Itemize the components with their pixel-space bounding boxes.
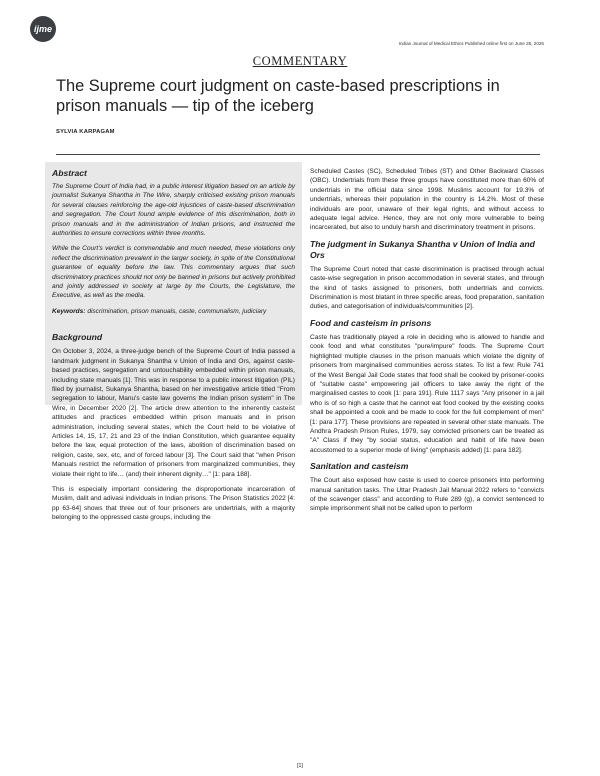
journal-header-line: Indian Journal of Medical Ethics Published online first on June 26, 2025 (398, 41, 544, 46)
author-name: SYLVIA KARPAGAM (56, 129, 115, 135)
header-divider (56, 154, 540, 155)
abstract-section (52, 168, 295, 316)
food-heading: Food and casteism in prisons (310, 317, 432, 328)
judgment-heading: The judgment in Sukanya Shantha v Union of India and Ors (310, 238, 535, 260)
abstract-paragraph-1: The Supreme Court of India had, in a public interest litigation based on an article by journalist Sukanya Shantha in The Wire, sharply criticised existing prison manuals for several clauses reinforcing the age-old injustices of caste-based discrimination and segregation. The Court found ample evidence of this discrimination, both in prison manuals and in the administration of Indian prisons, and instructed the authorities to ensure corrections within three months. (52, 183, 295, 238)
continued-paragraph: Scheduled Castes (SC), Scheduled Tribes (ST) and Other Backward Classes (OBC). Undertrials from these three groups have constituted more than 60% of undertrials in the official data since 1998. Muslims account for 19.3% of undertrials, whereas their population in the country is 14.2%. Most of these individuals are poor, unaware of their legal rights, and without access to adequate legal advice. Hence, they are not only more vulnerable to being incarcerated, but also to unduly harsh and discriminatory treatment in prisons. (310, 168, 544, 232)
abstract-paragraph-2: While the Court's verdict is commendable and much needed, these violations only reflect the discrimination prevalent in the larger society, in spite of the Constitutional guarantee of equality before the law. This commentary argues that such discriminatory practices should not only be banned in prisons but actively prohibited and jointly addressed in society at large by the Courts, the Legislature, the Executive, as well as the media. (52, 245, 295, 300)
sanitation-paragraph: The Court also exposed how caste is used to coerce prisoners into performing manual sanitation tasks. The Uttar Pradesh Jail Manual 2022 refers to "convicts of the scavenger class" and according to Rule 289 (g), a convict sentenced to simple imprisonment shall not be called upon to perform (310, 477, 544, 513)
journal-logo: ijme (30, 16, 56, 42)
background-paragraph-2: This is especially important considering the disproportionate incarceration of Muslim, dalit and adivasi individuals in Indian prisons. The Prison Statistics 2022 [4: pp 63-64] shows that three out of four prisoners are undertrials, with a majority belonging to the oppressed caste groups, including the (52, 485, 295, 522)
food-paragraph: Caste has traditionally played a role in deciding who is allowed to handle and cook food and what constitutes "pure/impure" foods. The Supreme Court highlighted multiple clauses in the prison manuals which violate the dignity of prisoners from marginalised communities across states. To list a few: Rule 741 of the West Bengal Jail Code states that food shall be cooked by prisoner-cooks of "suitable caste" empowering jail officers to take away the right of the marginalised castes to cook [1: para 191]. Rule 1117 says "Any prisoner in a jail who is of so high a caste that he cannot eat food cooked by the existing cooks shall be appointed a cook and be made to cook for the full complement of men" [1: para 177]. These provisions are repeated in several other state manuals. The Andhra Pradesh Prison Rules, 1979, say convicted prisoners can be treated as "A" Class if they "by social status, education and habit of life have been accustomed to a superior mode of living" (emphasis added) [1: para 182]. (310, 333, 544, 454)
keywords-list: discrimination, prison manuals, caste, communalism, judiciary (87, 307, 267, 315)
left-column (52, 168, 295, 529)
background-paragraph-1: On October 3, 2024, a three-judge bench of the Supreme Court of India passed a landmark judgment in Sukanya Shantha v Union of India and Ors, against caste-based practices, segregation and untouchability embedded within prison manuals, including state manuals [1]. This was in response to a public interest litigation (PIL) filed by journalist, Sukanya Shantha, based on her investigative article titled "From segregation to labour, Manu's caste law governs the Indian prison system" in The Wire, in December 2020 [2]. The article drew attention to the inherently casteist attitudes and practices embedded within prison manuals and in prison administration, including several states, which the Court held to be violative of Articles 14, 15, 17, 21 and 23 of the Indian Constitution, which guarantee equality before the law, equal protection of the laws, abolition of discrimination based on religion, caste, sex, etc, and of forced labour [3]. The Court said that "when Prison Manuals restrict the reformation of prisoners from marginalized communities, they violate their right to life… (and) their inherent dignity…" [1: para 188]. (52, 348, 295, 478)
right-column (310, 167, 544, 520)
article-title: The Supreme court judgment on caste-based prescriptions in prison manuals — tip of the iceberg (56, 77, 500, 115)
article-type: COMMENTARY (252, 54, 348, 68)
sanitation-heading: Sanitation and casteism (310, 461, 409, 472)
abstract-heading: Abstract (52, 168, 87, 178)
keywords-label: Keywords: (52, 307, 86, 315)
background-heading: Background (52, 332, 103, 343)
page-number: [1] (297, 763, 303, 769)
judgment-paragraph: The Supreme Court noted that caste discrimination is practised through actual caste-wise segregation in prison accommodation in several states, and through the kind of tasks assigned to prisoners, both undertrials and convicts. Discrimination is most blatant in three specific areas, food preparation, sanitation duties, and categorisation of individuals/communities [2]. (310, 265, 544, 311)
keywords (52, 307, 295, 316)
